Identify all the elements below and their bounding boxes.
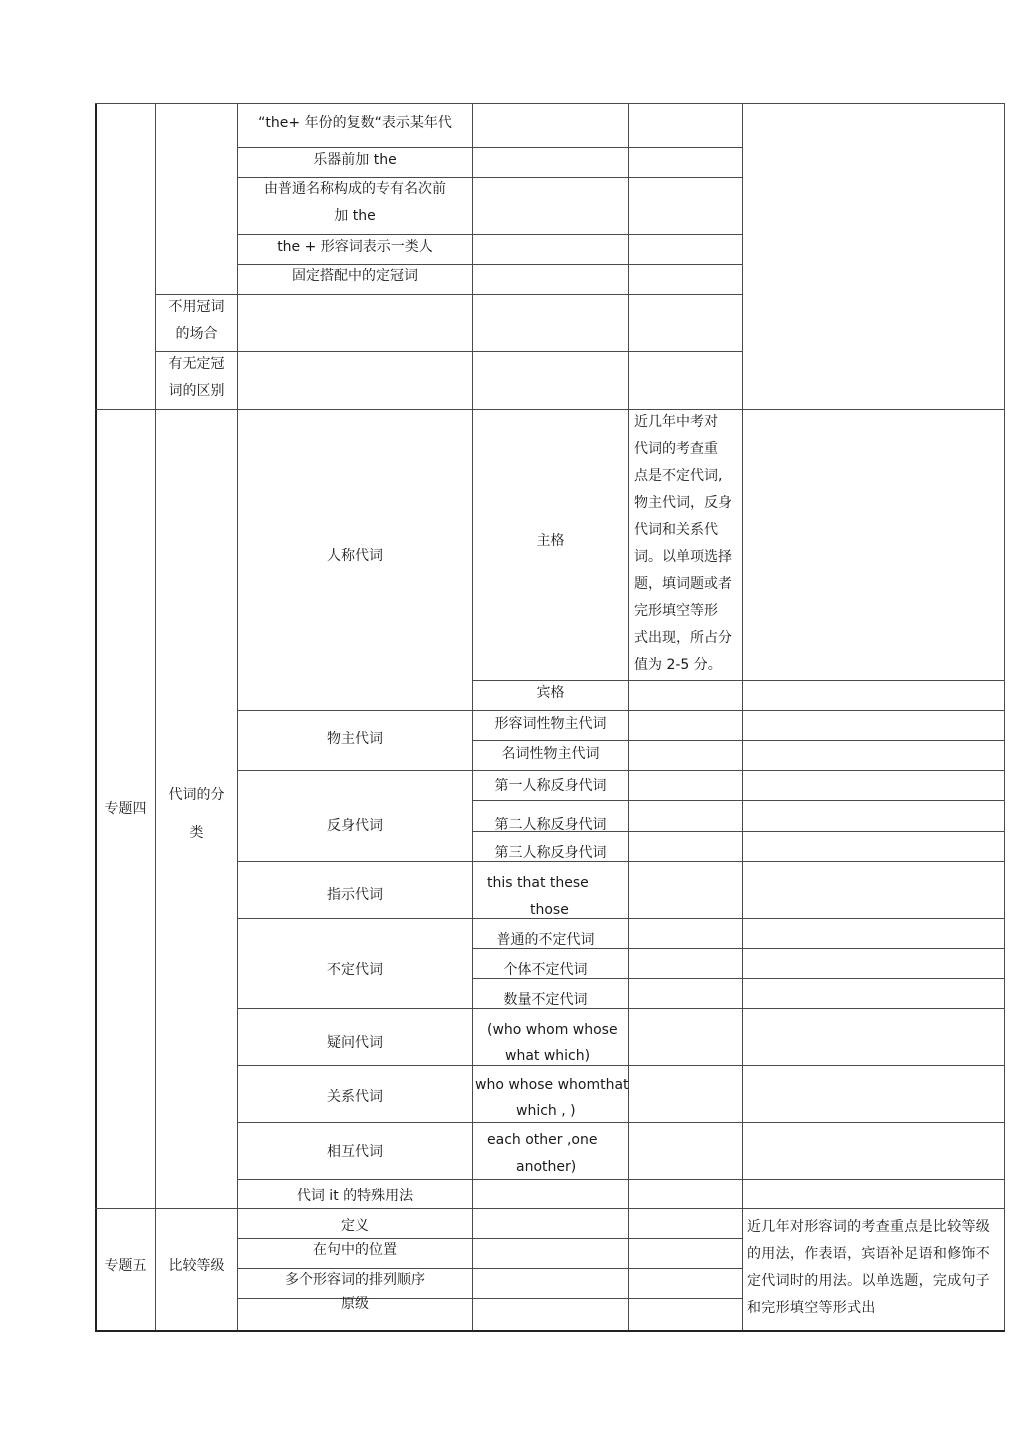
demonstrative-examples-l1: this that these: [487, 875, 589, 891]
it-special-usage-label: 代词 it 的特殊用法: [296, 1188, 414, 1204]
note-line: 代词的考查重: [634, 441, 718, 457]
usage-item-proper-noun-l2: 加 the: [334, 208, 376, 224]
reciprocal-pronoun-label: 相互代词: [327, 1144, 383, 1160]
noun-possessive-label: 名词性物主代词: [501, 746, 600, 762]
objective-case-label: 宾格: [536, 685, 565, 701]
no-article-label-l2: 的场合: [175, 326, 218, 342]
reflexive-second-label: 第二人称反身代词: [494, 817, 607, 833]
comparison-item-definition: 定义: [341, 1218, 369, 1234]
reflexive-first-label: 第一人称反身代词: [494, 778, 607, 794]
interrogative-pronoun-label: 疑问代词: [327, 1035, 383, 1051]
reflexive-pronoun-label: 反身代词: [327, 818, 383, 834]
usage-item-proper-noun-l1: 由普通名称构成的专有名次前: [264, 181, 446, 197]
category-label-l2: 类: [189, 825, 204, 841]
category-label-l1: 代词的分: [168, 787, 225, 803]
note-line: 物主代词，反身: [634, 495, 732, 511]
topic-label: 专题四: [104, 801, 147, 817]
usage-item-fixed-phrase: 固定搭配中的定冠词: [292, 268, 418, 284]
indefinite-pronoun-label: 不定代词: [327, 962, 383, 978]
possessive-pronoun-label: 物主代词: [327, 731, 383, 747]
subjective-case-label: 主格: [536, 533, 565, 549]
category-label: 比较等级: [168, 1258, 225, 1274]
reciprocal-examples-l2: another): [516, 1159, 577, 1175]
reciprocal-examples-l1: each other ,one: [487, 1132, 598, 1148]
note-line: 题，填词题或者: [634, 576, 732, 592]
demonstrative-examples-l2: those: [530, 902, 569, 918]
note-line: 值为 2-5 分。: [634, 657, 722, 673]
relative-examples-l1: who whose whomthat: [475, 1077, 629, 1093]
comparison-item-position: 在句中的位置: [313, 1242, 397, 1258]
indefinite-individual-label: 个体不定代词: [503, 962, 588, 978]
interrogative-examples-l1: (who whom whose: [487, 1022, 618, 1038]
comparison-item-order: 多个形容词的排列顺序: [285, 1272, 425, 1288]
demonstrative-pronoun-label: 指示代词: [327, 887, 383, 903]
note-line: 完形填空等形: [634, 603, 718, 619]
comparison-item-positive: 原级: [341, 1296, 369, 1312]
note-line: 词。以单项选择: [634, 549, 732, 565]
indefinite-common-label: 普通的不定代词: [496, 932, 595, 948]
note-line: 代词和关系代: [634, 522, 718, 538]
interrogative-examples-l2: what which): [505, 1048, 591, 1064]
article-diff-label-l1: 有无定冠: [168, 356, 225, 372]
no-article-label-l1: 不用冠词: [168, 299, 225, 315]
personal-pronoun-label: 人称代词: [327, 548, 383, 564]
article-diff-label-l2: 词的区别: [168, 383, 225, 399]
note-line: 式出现，所占分: [634, 630, 732, 646]
usage-item-decade: “the+ 年份的复数“表示某年代: [258, 115, 452, 131]
usage-item-instrument: 乐器前加 the: [313, 152, 397, 168]
indefinite-quantity-label: 数量不定代词: [503, 992, 588, 1008]
exam-note: 近几年对形容词的考查重点是比较等级的用法，作表语，宾语补足语和修饰不定代词时的用法。以单选题，完成句子和完形填空等形式出: [747, 1219, 991, 1316]
usage-item-adjective-class: the + 形容词表示一类人: [277, 239, 433, 255]
adj-possessive-label: 形容词性物主代词: [494, 716, 607, 732]
note-line: 近几年中考对: [634, 414, 718, 430]
reflexive-third-label: 第三人称反身代词: [494, 845, 607, 861]
relative-pronoun-label: 关系代词: [327, 1089, 383, 1105]
relative-examples-l2: which , ): [516, 1103, 576, 1119]
topic-label: 专题五: [104, 1258, 147, 1274]
note-line: 点是不定代词,: [634, 468, 723, 484]
